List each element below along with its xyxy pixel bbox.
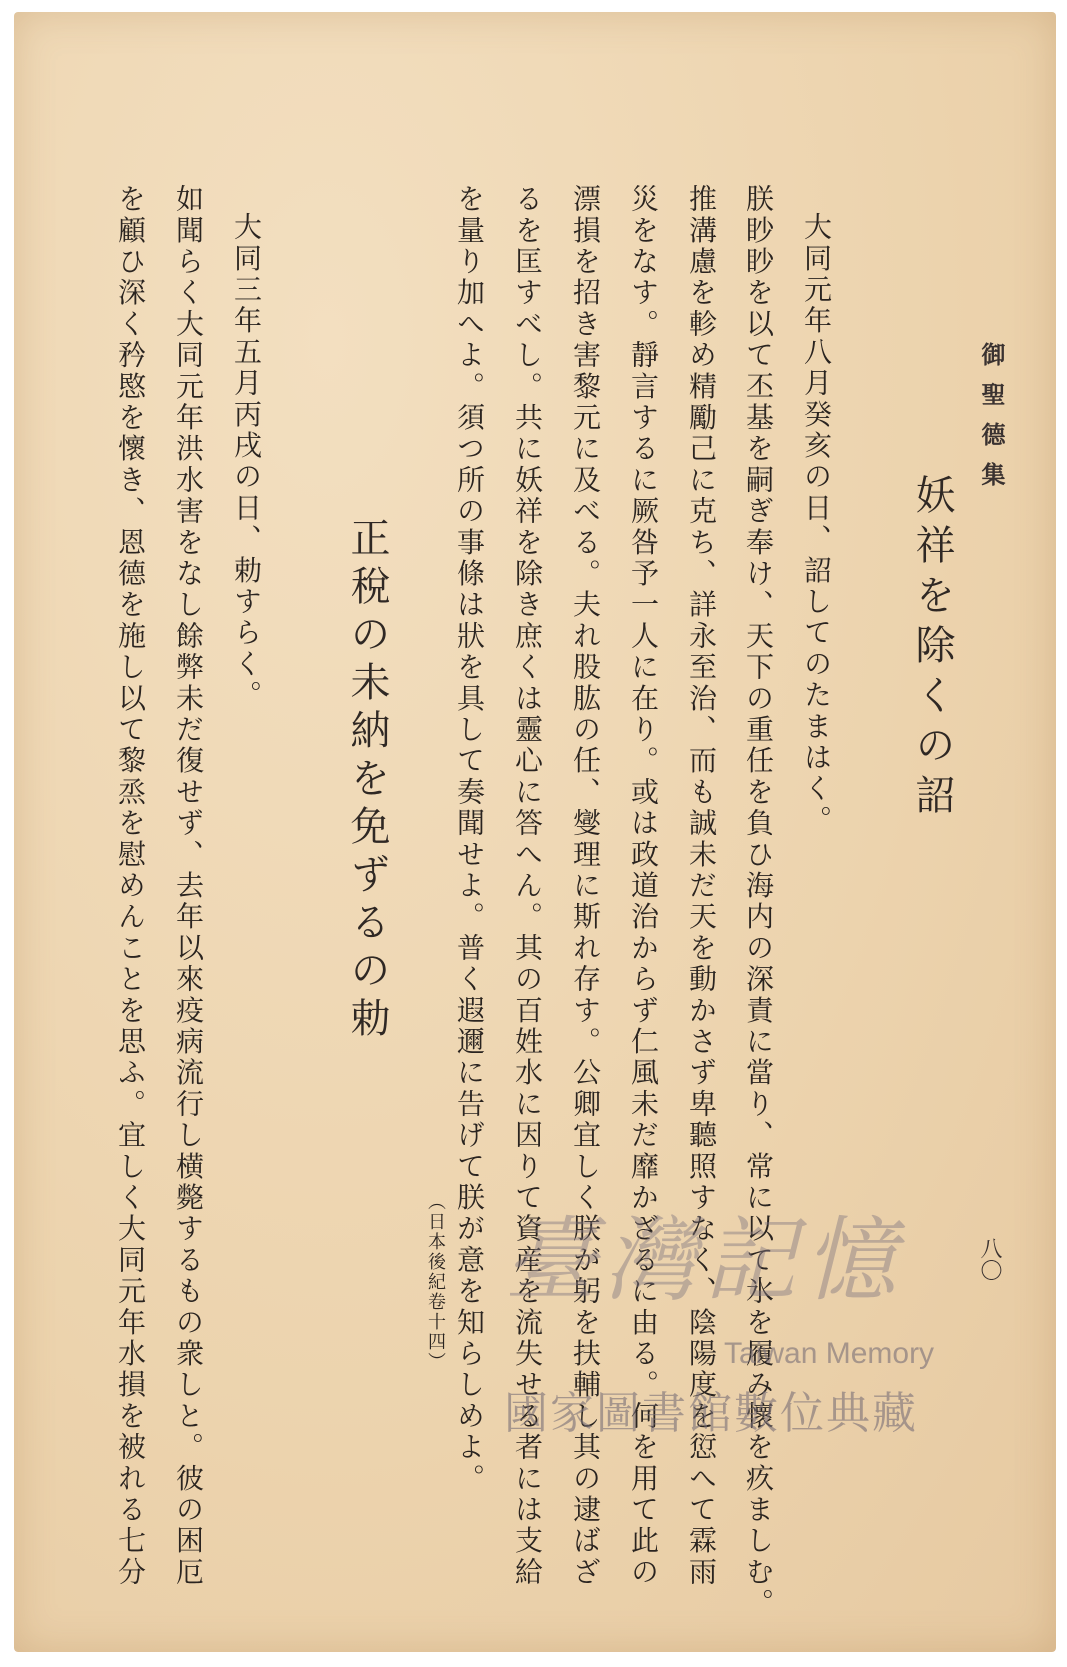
- section-title-2: 正稅の未納を免ずるの勅: [344, 517, 390, 1045]
- body-line: るを匡すべし。共に妖祥を除き庶くは靈心に答へん。其の百姓水に因りて資産を流失せる者には支給: [511, 184, 544, 1589]
- body-line: を量り加へよ。須つ所の事條は狀を具して奏聞せよ。普く遐邇に告げて朕が意を知らしめよ。: [453, 184, 486, 1495]
- body-line: 如聞らく大同元年洪水害をなし餘弊未だ復せず、去年以來疫病流行し横斃するもの衆しと。彼の困厄: [172, 184, 205, 1588]
- running-header: 御聖德集: [977, 342, 1006, 502]
- section-title-1: 妖祥を除くの詔: [909, 474, 955, 824]
- body-line: 大同元年八月癸亥の日、詔してのたまはく。: [800, 212, 833, 836]
- body-line: 推溝慮を軫め精勵己に克ち、詳永至治、而も誠未だ天を動かさず卑聽照すなく、陰陽度を愆へて霖雨: [685, 184, 718, 1588]
- book-page: [14, 12, 1056, 1652]
- watermark: [504, 1187, 1024, 1439]
- watermark-logo-text: 臺灣記憶: [504, 1207, 905, 1314]
- body-line: 漂損を招き害黎元に及べる。夫れ股肱の任、燮理に斯れ存す。公卿宜しく朕が躬を扶輔し其の逮ばざ: [569, 184, 602, 1588]
- citation: （日本後紀卷十四）: [425, 1192, 446, 1372]
- page-number: 八〇: [977, 1237, 1002, 1281]
- body-line: を顧ひ深く矜愍を懷き、恩德を施し以て黎烝を慰めんことを思ふ。宜しく大同元年水損を被れる七分: [114, 184, 147, 1588]
- body-line: 災をなす。靜言するに厥咎予一人に在り。或は政道治からず仁風未だ靡かざるに由る。何を用て此の: [627, 184, 660, 1588]
- watermark-subtitle: 國家圖書館數位典藏: [504, 1388, 918, 1439]
- body-line: 朕眇眇を以て丕基を嗣ぎ奉け、天下の重任を負ひ海内の深責に當り、常に以て氷を履み懷を疚ましむ。: [742, 184, 775, 1620]
- watermark-latin-text: Taiwan Memory: [724, 1337, 935, 1370]
- body-line: 大同三年五月丙戌の日、勅すらく。: [230, 212, 263, 712]
